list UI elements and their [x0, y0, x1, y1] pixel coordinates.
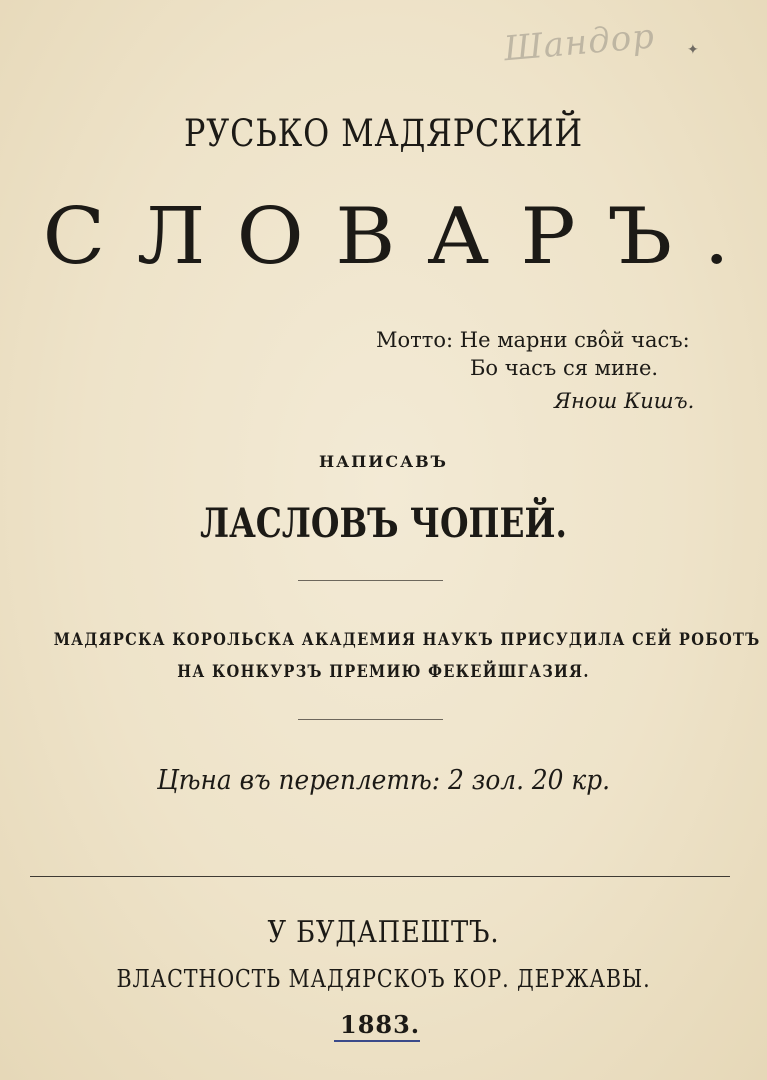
- motto-block: [376, 326, 694, 415]
- main-title: СЛОВАРЪ.: [42, 192, 762, 282]
- price-line: Цѣна въ переплетѣ: 2 зол. 20 кр.: [156, 765, 611, 796]
- motto-line-1: Мотто: Не марни свôй часъ:: [376, 328, 690, 352]
- title-top-line: РУСЬКО МАДЯРСКИЙ: [184, 112, 583, 155]
- divider-rule: [298, 580, 443, 581]
- imprint-rule: [30, 876, 730, 877]
- academy-line-1: МАДЯРСКА КОРОЛЬСКА АКАДЕМИЯ НАУКЪ ПРИСУДИЛА СЕЙ РОБОТЪ: [53, 630, 761, 650]
- ink-mark: ✦: [687, 42, 699, 58]
- imprint-city: У БУДАПЕШТЪ.: [267, 915, 500, 950]
- imprint-publisher: ВЛАСТНОСТЬ МАДЯРСКОЪ КОР. ДЕРЖАВЫ.: [116, 965, 651, 993]
- handwritten-signature: Шандор: [502, 16, 657, 70]
- imprint-year: 1883.: [340, 1010, 421, 1039]
- author-name: ЛАСЛОВЪ ЧОПЕЙ.: [200, 500, 567, 547]
- byline-label: НАПИСАВЪ: [319, 452, 448, 471]
- divider-rule: [298, 719, 443, 720]
- academy-line-2: НА КОНКУРЗЪ ПРЕМИЮ ФЕКЕЙШГАЗИЯ.: [177, 662, 590, 682]
- motto-line-2: Бо часъ ся мине.: [470, 356, 659, 380]
- year-underline: [334, 1040, 420, 1042]
- motto-attribution: Янош Кишъ.: [554, 389, 695, 413]
